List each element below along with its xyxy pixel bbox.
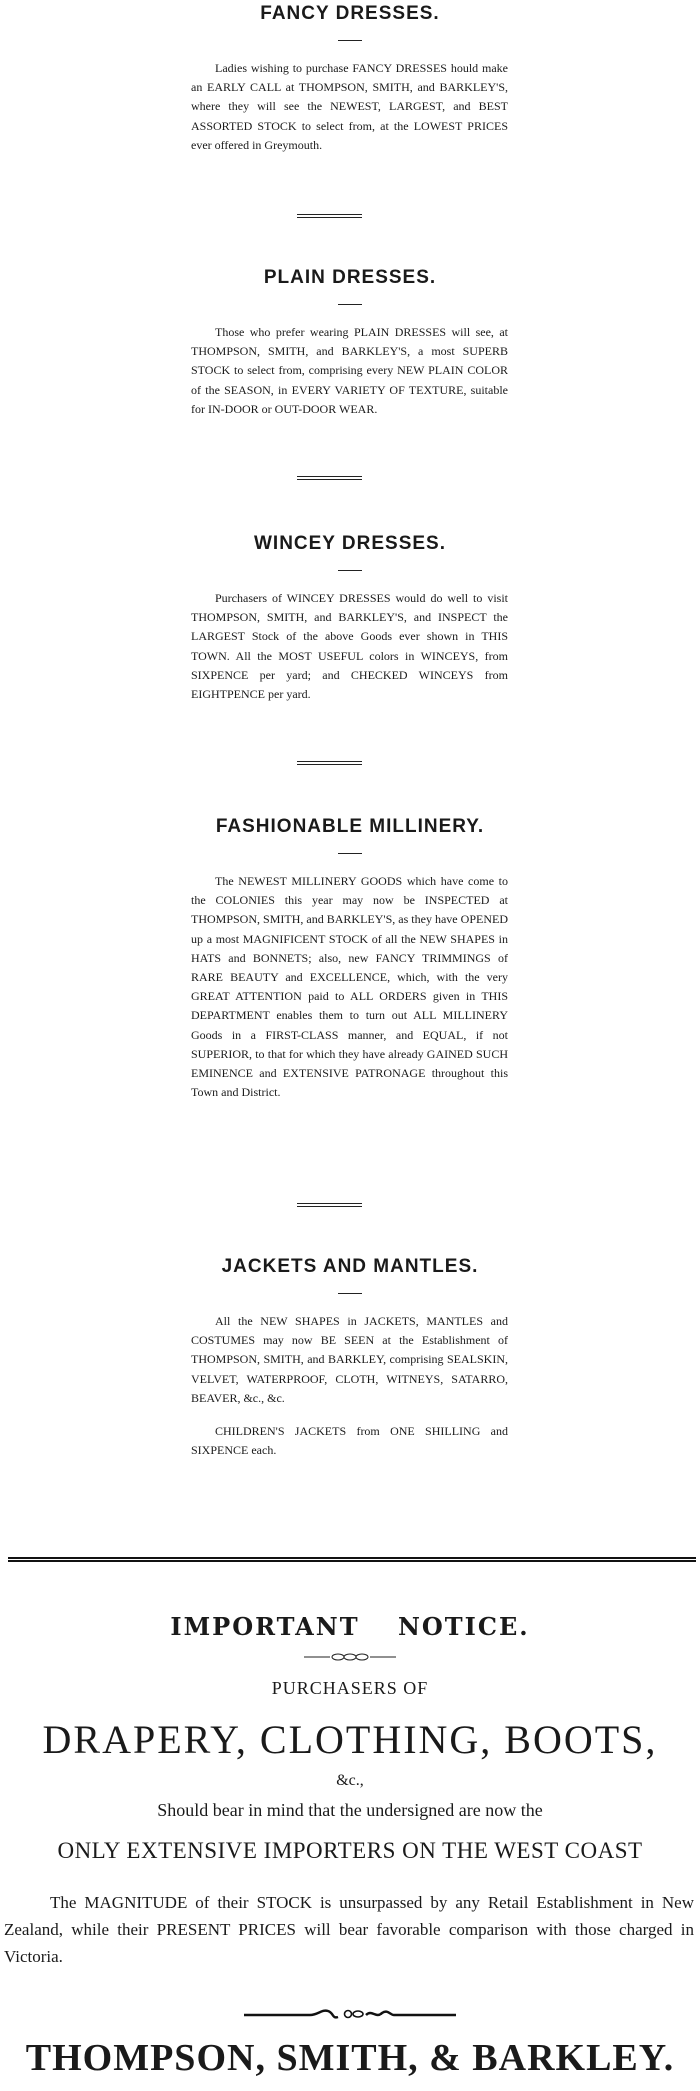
- paragraph: The NEWEST MILLINERY GOODS which have come to the COLONIES this year may now be INSPECTED at THOMPSON, SMITH, and BARKLEY'S, as they have OPENED up a most MAGNIFICENT STOCK of all the NEW SHAPES in HATS and BONNETS; also, new FANCY TRIMMINGS of RARE BEAUTY and EXCELLENCE, which, with the very GREAT ATTENTION paid to ALL ORDERS given in THIS DEPARTMENT enables them to turn out ALL MILLINERY Goods in a FIRST-CLASS manner, and EQUAL, if not SUPERIOR, to that for which they have already GAINED SUCH EMINENCE and EXTENSIVE PATRONAGE throughout this Town and District.: [191, 874, 508, 1100]
- purchasers-of: PURCHASERS OF: [271, 1678, 429, 1698]
- section-body: [191, 589, 508, 704]
- paragraph: All the NEW SHAPES in JACKETS, MANTLES and COSTUMES may now BE SEEN at the Establishment of THOMPSON, SMITH, and BARKLEY, comprising SEALSKIN, VELVET, WATERPROOF, CLOTH, WITNEYS, SATARRO, BEAVER, &c., &c.: [191, 1314, 508, 1405]
- paragraph: Purchasers of WINCEY DRESSES would do well to visit THOMPSON, SMITH, and BARKLEY'S, and INSPECT the LARGEST Stock of the above Goods ever shown in THIS TOWN. All the MOST USEFUL colors in WINCEYS, from SIXPENCE per yard; and CHECKED WINCEYS from EIGHTPENCE per yard.: [191, 591, 508, 702]
- section-divider: [297, 1203, 362, 1207]
- heading-rule: [338, 304, 362, 305]
- section-divider: [297, 214, 362, 218]
- ornament-large: [0, 2005, 700, 2028]
- flourish-icon: [300, 1651, 400, 1663]
- section-fashionable-millinery: [0, 815, 700, 1102]
- section-body: [191, 59, 508, 155]
- etc-line: &c.,: [336, 1772, 364, 1789]
- section-fancy-dresses: [0, 2, 700, 155]
- ornament-small: [0, 1650, 700, 1668]
- bear-in-mind-line: Should bear in mind that the undersigned are now the: [157, 1800, 543, 1820]
- section-heading: PLAIN DRESSES.: [263, 267, 437, 288]
- section-heading: WINCEY DRESSES.: [253, 533, 447, 554]
- section-body: [191, 872, 508, 1102]
- paragraph: CHILDREN'S JACKETS from ONE SHILLING and SIXPENCE each.: [191, 1424, 508, 1458]
- section-body: [191, 1312, 508, 1460]
- heading-rule: [338, 1293, 362, 1294]
- section-divider: [297, 476, 362, 480]
- importers-line: ONLY EXTENSIVE IMPORTERS ON THE WEST COAST: [57, 1838, 643, 1863]
- section-heading: FASHIONABLE MILLINERY.: [215, 816, 485, 837]
- goods-line: DRAPERY, CLOTHING, BOOTS,: [42, 1717, 658, 1762]
- section-heading: FANCY DRESSES.: [260, 3, 440, 24]
- flourish-icon: [240, 2005, 460, 2023]
- heading-rule: [338, 40, 362, 41]
- section-wincey-dresses: [0, 532, 700, 704]
- heading-rule: [338, 853, 362, 854]
- section-body: [191, 323, 508, 419]
- notice-top-rule: [8, 1557, 696, 1562]
- notice-title: IMPORTANT NOTICE.: [170, 1612, 530, 1641]
- firm-name: THOMPSON, SMITH, & BARKLEY.: [25, 2037, 675, 2079]
- section-jackets-mantles: [0, 1255, 700, 1460]
- paragraph: Ladies wishing to purchase FANCY DRESSES hould make an EARLY CALL at THOMPSON, SMITH, and BARKLEY'S, where they will see the NEWEST, LARGEST, and BEST ASSORTED STOCK to select from, at the LOWEST PRICES ever offered in Greymouth.: [191, 61, 508, 152]
- section-divider: [297, 761, 362, 765]
- paragraph: Those who prefer wearing PLAIN DRESSES will see, at THOMPSON, SMITH, and BARKLEY'S, a most SUPERB STOCK to select from, comprising every NEW PLAIN COLOR of the SEASON, in EVERY VARIETY OF TEXTURE, suitable for IN-DOOR or OUT-DOOR WEAR.: [191, 325, 508, 416]
- section-plain-dresses: [0, 266, 700, 419]
- heading-rule: [338, 570, 362, 571]
- magnitude-paragraph: The MAGNITUDE of their STOCK is unsurpassed by any Retail Establishment in New Zealand, while their PRESENT PRICES will bear favorable comparison with those charged in Victoria.: [4, 1893, 694, 1966]
- section-heading: JACKETS AND MANTLES.: [221, 1256, 479, 1277]
